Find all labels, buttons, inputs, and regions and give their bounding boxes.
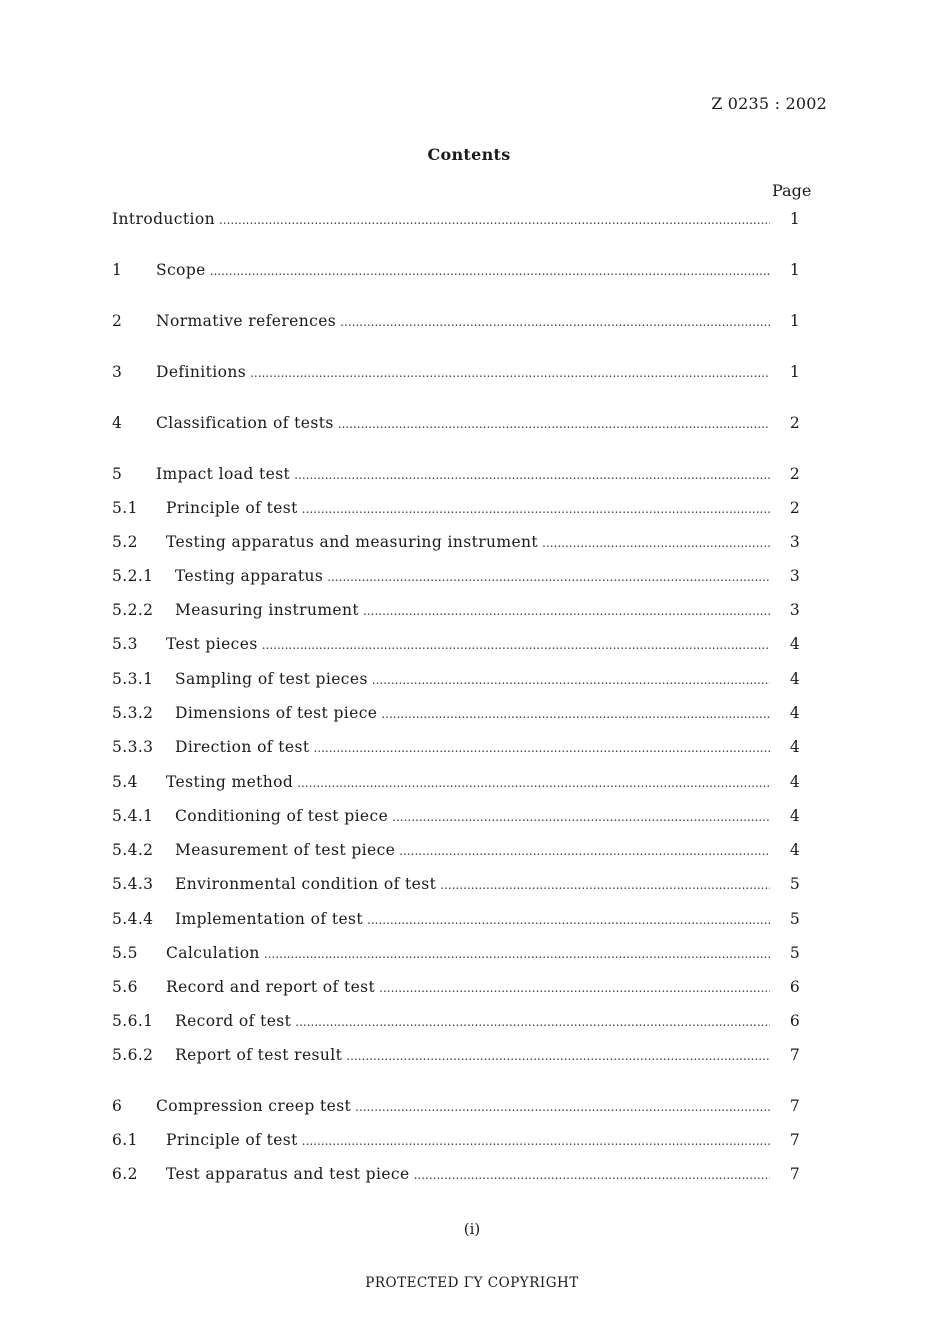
toc-entry[interactable] [112,1097,812,1119]
toc-entry-number: 1 [112,261,123,279]
toc-entry[interactable] [112,841,812,863]
toc-entry-title: Scope [156,261,206,279]
toc-dot-leader [250,366,770,380]
toc-entry-number: 5.3.3 [112,738,154,756]
toc-entry-page: 2 [789,414,801,432]
toc-dot-leader [363,604,770,618]
toc-entry-number: 5.2.1 [112,567,154,585]
toc-entry-page: 3 [789,533,801,551]
page-number: (i) [463,1220,481,1238]
toc-entry-title: Testing method [166,773,294,791]
toc-entry-title: Dimensions of test piece [175,704,378,722]
toc-entry-title: Record of test [175,1012,292,1030]
toc-entry[interactable] [112,944,812,966]
toc-entry-number: 5.5 [112,944,138,962]
toc-entry[interactable] [112,210,812,232]
toc-entry-title: Impact load test [156,465,291,483]
toc-entry[interactable] [112,465,812,487]
toc-entry-number: 5 [112,465,123,483]
toc-entry-title: Implementation of test [175,910,364,928]
toc-dot-leader [264,947,770,961]
toc-entry-title: Principle of test [166,499,298,517]
toc-entry[interactable] [112,1012,812,1034]
toc-entry-number: 5.4 [112,773,138,791]
toc-entry[interactable] [112,1165,812,1187]
toc-entry-page: 7 [789,1097,801,1115]
toc-entry-page: 6 [789,978,801,996]
toc-entry-page: 1 [789,312,801,330]
toc-dot-leader [297,776,770,790]
toc-entry-number: 4 [112,414,123,432]
toc-entry-title: Test pieces [166,635,258,653]
toc-entry-number: 5.1 [112,499,138,517]
toc-entry-page: 2 [789,499,801,517]
toc-entry-page: 1 [789,261,801,279]
toc-entry[interactable] [112,567,812,589]
toc-dot-leader [367,913,770,927]
toc-dot-leader [414,1168,770,1182]
toc-entry-title: Measuring instrument [175,601,360,619]
toc-entry-number: 6.2 [112,1165,138,1183]
toc-entry-number: 6 [112,1097,123,1115]
toc-entry-page: 4 [789,738,801,756]
toc-entry[interactable] [112,704,812,726]
toc-dot-leader [379,981,770,995]
toc-entry-title: Conditioning of test piece [175,807,389,825]
toc-entry[interactable] [112,1131,812,1153]
toc-entry-page: 4 [789,704,801,722]
toc-entry-page: 4 [789,670,801,688]
toc-entry-number: 5.3 [112,635,138,653]
toc-dot-leader [372,673,770,687]
toc-entry-title: Introduction [112,210,215,228]
toc-entry-number: 3 [112,363,123,381]
toc-dot-leader [381,707,770,721]
copyright-notice: PROTECTED ΓY COPYRIGHT [365,1275,579,1291]
toc-entry[interactable] [112,363,812,385]
toc-entry-title: Measurement of test piece [175,841,396,859]
toc-entry-page: 7 [789,1046,801,1064]
toc-entry-title: Testing apparatus and measuring instrument [166,533,539,551]
toc-entry-page: 3 [789,601,801,619]
toc-entry-page: 2 [789,465,801,483]
toc-dot-leader [338,417,770,431]
toc-entry-page: 5 [789,910,801,928]
toc-entry-title: Normative references [156,312,337,330]
toc-entry-page: 4 [789,773,801,791]
toc-entry[interactable] [112,910,812,932]
toc-entry-number: 5.6.2 [112,1046,154,1064]
toc-dot-leader [302,502,770,516]
toc-entry[interactable] [112,807,812,829]
toc-entry[interactable] [112,773,812,795]
toc-dot-leader [440,878,770,892]
toc-entry-number: 5.2 [112,533,138,551]
toc-dot-leader [542,536,770,550]
toc-entry-page: 1 [789,210,801,228]
toc-entry-title: Report of test result [175,1046,343,1064]
toc-entry[interactable] [112,1046,812,1068]
contents-title: Contents [427,145,511,164]
toc-entry-title: Definitions [156,363,247,381]
document-id: Z 0235 : 2002 [711,94,827,113]
toc-entry[interactable] [112,875,812,897]
toc-entry[interactable] [112,499,812,521]
toc-entry-number: 5.4.1 [112,807,154,825]
toc-entry-title: Sampling of test pieces [175,670,368,688]
toc-entry-number: 5.6 [112,978,138,996]
toc-dot-leader [295,1015,770,1029]
toc-entry-title: Test apparatus and test piece [166,1165,410,1183]
toc-entry-page: 5 [789,875,801,893]
toc-entry-title: Environmental condition of test [175,875,437,893]
toc-entry-number: 5.4.3 [112,875,154,893]
toc-dot-leader [262,638,770,652]
toc-entry-number: 5.4.2 [112,841,154,859]
toc-dot-leader [399,844,770,858]
toc-entry-number: 5.6.1 [112,1012,154,1030]
toc-entry-page: 5 [789,944,801,962]
toc-entry-page: 6 [789,1012,801,1030]
toc-entry-page: 7 [789,1165,801,1183]
toc-entry-page: 3 [789,567,801,585]
toc-entry-number: 5.3.1 [112,670,154,688]
toc-entry-title: Testing apparatus [175,567,324,585]
toc-entry[interactable] [112,261,812,283]
toc-entry[interactable] [112,533,812,555]
toc-dot-leader [355,1100,770,1114]
toc-entry[interactable] [112,670,812,692]
toc-entry[interactable] [112,635,812,657]
toc-entry-title: Classification of tests [156,414,334,432]
toc-entry-title: Direction of test [175,738,310,756]
toc-dot-leader [392,810,770,824]
toc-entry[interactable] [112,978,812,1000]
toc-entry-number: 2 [112,312,123,330]
toc-entry[interactable] [112,601,812,623]
toc-entry-page: 7 [789,1131,801,1149]
toc-dot-leader [302,1134,770,1148]
toc-entry-number: 6.1 [112,1131,138,1149]
page-column-label: Page [772,181,812,200]
toc-entry-number: 5.3.2 [112,704,154,722]
toc-entry-title: Calculation [166,944,260,962]
toc-dot-leader [219,213,770,227]
toc-dot-leader [327,570,770,584]
toc-entry-page: 4 [789,635,801,653]
toc-entry[interactable] [112,738,812,760]
toc-entry-title: Record and report of test [166,978,376,996]
toc-entry[interactable] [112,414,812,436]
toc-entry-title: Compression creep test [156,1097,352,1115]
toc-entry-number: 5.2.2 [112,601,154,619]
toc-dot-leader [346,1049,770,1063]
toc-dot-leader [340,315,770,329]
toc-dot-leader [210,264,770,278]
toc-entry-title: Principle of test [166,1131,298,1149]
toc-entry-page: 4 [789,841,801,859]
toc-dot-leader [313,741,770,755]
toc-entry[interactable] [112,312,812,334]
toc-entry-number: 5.4.4 [112,910,154,928]
toc-entry-page: 1 [789,363,801,381]
toc-dot-leader [294,468,770,482]
toc-entry-page: 4 [789,807,801,825]
